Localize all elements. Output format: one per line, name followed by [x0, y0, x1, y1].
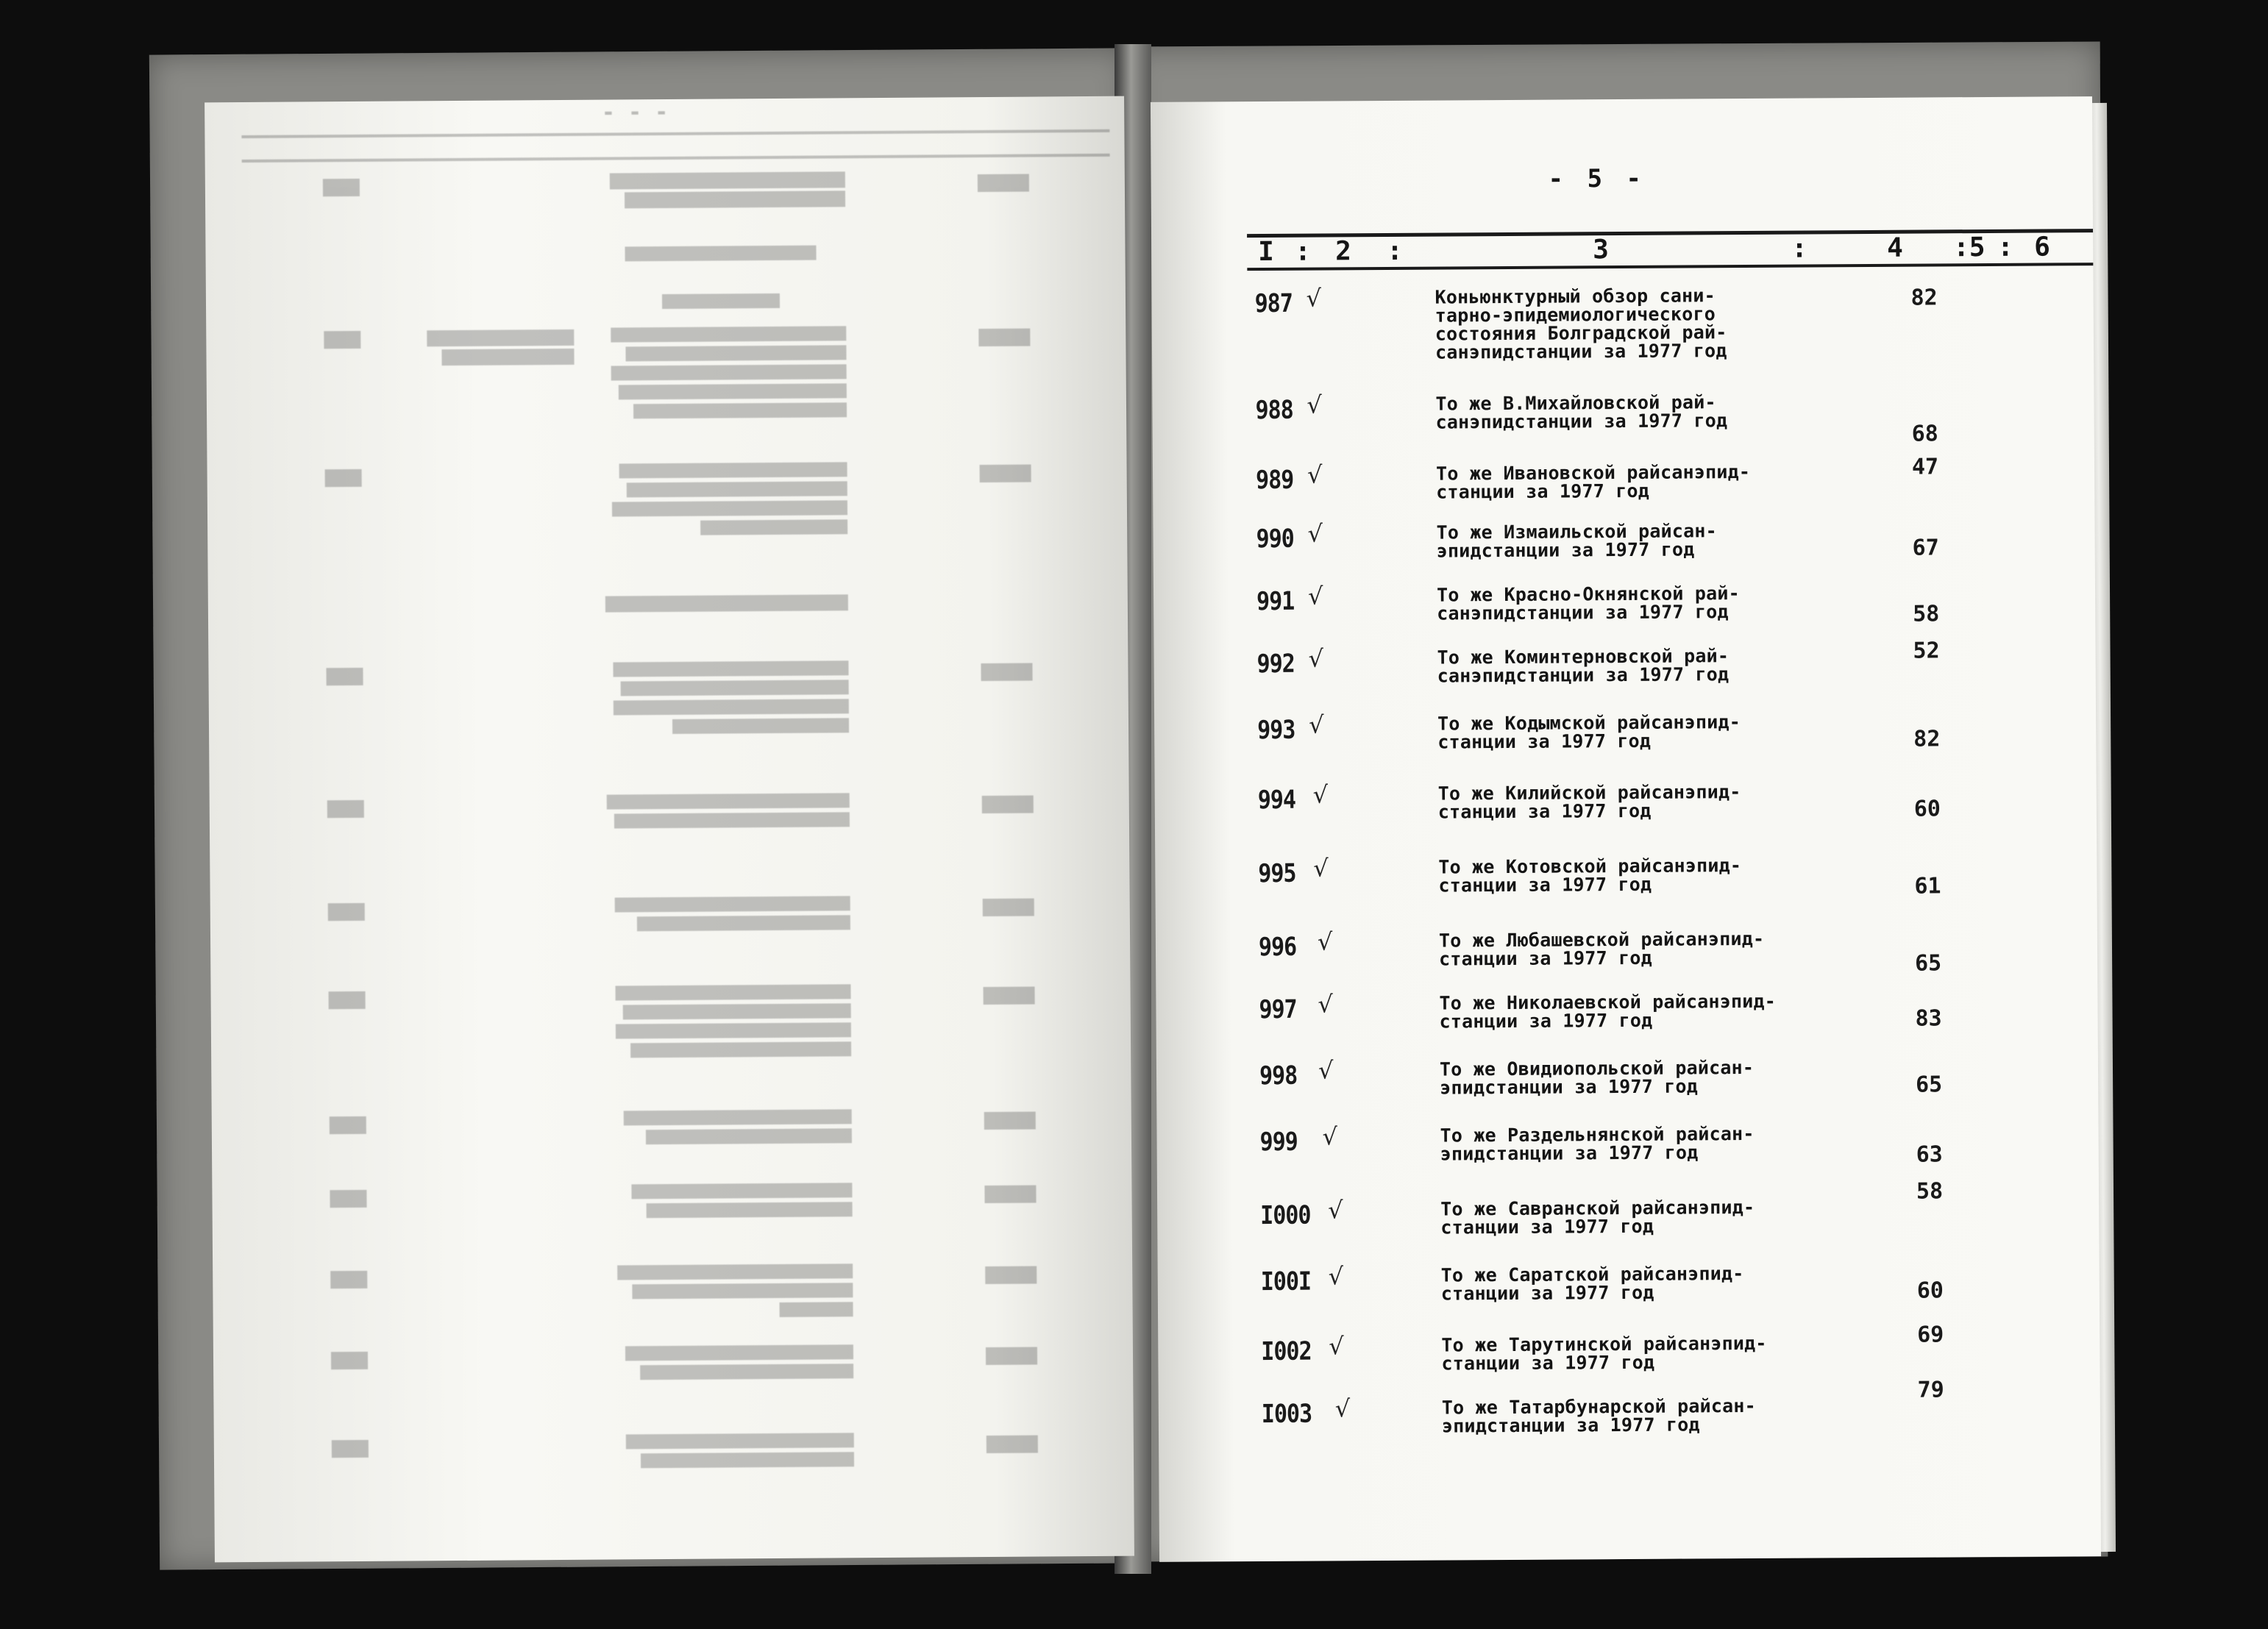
left-page-bleedthrough: - - -: [205, 96, 1134, 1563]
entry-number: 994: [1257, 785, 1296, 816]
col-header-3: 3: [1593, 235, 1609, 265]
entry-page-count: 58: [1916, 1178, 1944, 1205]
entry-description: То же Николаевской райсанэпид- станции за 1977 год: [1439, 990, 1777, 1033]
check-mark-icon: √: [1308, 644, 1324, 673]
entry-page-count: 79: [1917, 1377, 1944, 1403]
check-mark-icon: √: [1313, 854, 1329, 883]
check-mark-icon: √: [1306, 284, 1322, 313]
list-item: [1156, 1056, 2098, 1099]
entry-page-count: 65: [1915, 1072, 1943, 1098]
col-header-4: 4: [1887, 232, 1903, 263]
entry-number: 999: [1259, 1127, 1298, 1158]
check-mark-icon: √: [1307, 582, 1323, 610]
check-mark-icon: √: [1312, 780, 1329, 809]
entry-page-count: 60: [1913, 796, 1941, 822]
entry-page-count: 61: [1914, 873, 1941, 899]
table-header-rule: [1247, 263, 2100, 271]
right-page: [1151, 96, 2101, 1562]
left-page: [205, 96, 1134, 1563]
check-mark-icon: √: [1309, 710, 1324, 739]
entry-number: 991: [1256, 586, 1295, 617]
entry-description: То же Савранской райсанэпид- станции за 1977 год: [1440, 1196, 1755, 1238]
entry-description: То же Котовской райсанэпид- станции за 1977 год: [1438, 855, 1742, 897]
entry-description: То же Ивановской райсанэпид- станции за 1977 год: [1435, 460, 1751, 503]
entry-page-count: 83: [1915, 1005, 1942, 1032]
entry-description: То же Килийской райсанэпид- станции за 1977 год: [1437, 781, 1741, 823]
check-mark-icon: √: [1307, 519, 1323, 548]
entry-description: То же Овидиопольской райсан- эпидстанции за 1977 год: [1439, 1056, 1755, 1099]
check-mark-icon: √: [1334, 1394, 1351, 1423]
entry-page-count: 67: [1912, 535, 1939, 561]
list-item: [1154, 638, 2096, 687]
entry-number: 988: [1255, 395, 1293, 426]
entry-page-count: 52: [1913, 638, 1940, 664]
list-item: [1153, 582, 2095, 627]
list-item: [1152, 284, 2094, 363]
entry-number: I000: [1260, 1200, 1311, 1231]
check-mark-icon: √: [1307, 391, 1322, 419]
col-header-5: :5: [1953, 232, 1986, 263]
entry-description: То же Саратской райсанэпид- станции за 1977 год: [1440, 1263, 1744, 1305]
check-mark-icon: √: [1322, 1122, 1338, 1151]
list-item: [1153, 454, 2094, 503]
list-item: [1156, 927, 2097, 977]
entry-number: 990: [1256, 524, 1294, 555]
check-mark-icon: √: [1328, 1262, 1344, 1291]
entry-number: I003: [1261, 1399, 1312, 1430]
entry-page-count: 82: [1910, 285, 1938, 311]
entry-number: 998: [1259, 1061, 1298, 1091]
list-item: [1157, 1178, 2099, 1238]
col-header-sep: :: [1997, 232, 2013, 263]
page-number: - 5 -: [1548, 163, 1646, 194]
entry-number: 997: [1259, 994, 1297, 1025]
list-item: [1159, 1377, 2100, 1437]
entry-description: То же Красно-Окнянской рай- санэпидстанции за 1977 год: [1436, 582, 1740, 624]
entry-description: То же Любашевской райсанэпид- станции за 1977 год: [1438, 927, 1765, 970]
check-mark-icon: √: [1307, 460, 1323, 489]
entry-number: 993: [1257, 715, 1295, 746]
col-header-6: 6: [2034, 232, 2050, 263]
col-header-2: 2: [1335, 236, 1352, 267]
list-item: [1156, 990, 2097, 1033]
list-item: [1152, 391, 2094, 447]
check-mark-icon: √: [1317, 927, 1333, 956]
entry-description: То же В.Михайловской рай- санэпидстанции за 1977 год: [1435, 391, 1728, 433]
entry-description: Коньюнктурный обзор сани- тарно-эпидемиологического состояния Болградской рай- санэпидстанции за 1977 год: [1435, 285, 1727, 363]
list-item: [1153, 519, 2094, 562]
entry-description: То же Измаильской райсан- эпидстанции за 1977 год: [1436, 520, 1717, 562]
check-mark-icon: √: [1328, 1196, 1343, 1225]
entry-number: 995: [1258, 858, 1296, 889]
entry-number: I00I: [1260, 1266, 1312, 1297]
list-item: [1156, 1122, 2098, 1168]
entry-description: То же Коминтерновской рай- санэпидстанции за 1977 год: [1437, 645, 1730, 687]
list-item: [1155, 854, 2097, 899]
entry-number: 992: [1256, 649, 1295, 680]
col-header-1: I: [1258, 236, 1275, 268]
entry-page-count: 82: [1913, 726, 1941, 752]
col-header-sep: :: [1387, 235, 1404, 266]
entry-number: 987: [1254, 288, 1293, 319]
check-mark-icon: √: [1318, 1056, 1334, 1085]
check-mark-icon: √: [1329, 1332, 1344, 1361]
list-item: [1158, 1262, 2100, 1305]
entry-description: То же Тарутинской райсанэпид- станции за 1977 год: [1441, 1332, 1767, 1375]
col-header-sep: :: [1791, 233, 1807, 264]
entry-page-count: 47: [1911, 454, 1939, 480]
entry-description: То же Татарбунарской райсан- эпидстанции за 1977 год: [1441, 1394, 1756, 1437]
entry-page-count: 63: [1916, 1141, 1943, 1168]
col-header-sep: :: [1295, 236, 1312, 267]
entry-description: То же Кодымской райсанэпид- станции за 1977 год: [1437, 711, 1741, 753]
entry-number: I002: [1261, 1336, 1312, 1367]
check-mark-icon: √: [1318, 990, 1333, 1019]
list-item: [1154, 710, 2096, 753]
entry-page-count: 65: [1914, 950, 1942, 977]
entry-page-count: 60: [1916, 1277, 1944, 1304]
list-item: [1155, 780, 2097, 823]
entry-page-count: 69: [1917, 1322, 1944, 1348]
entry-number: 989: [1255, 465, 1294, 496]
entry-number: 996: [1258, 932, 1297, 963]
entry-description: То же Раздельнянской райсан- эпидстанции за 1977 год: [1440, 1122, 1755, 1165]
entry-page-count: 58: [1913, 601, 1940, 627]
entry-page-count: 68: [1911, 421, 1938, 447]
list-item: [1158, 1322, 2100, 1375]
